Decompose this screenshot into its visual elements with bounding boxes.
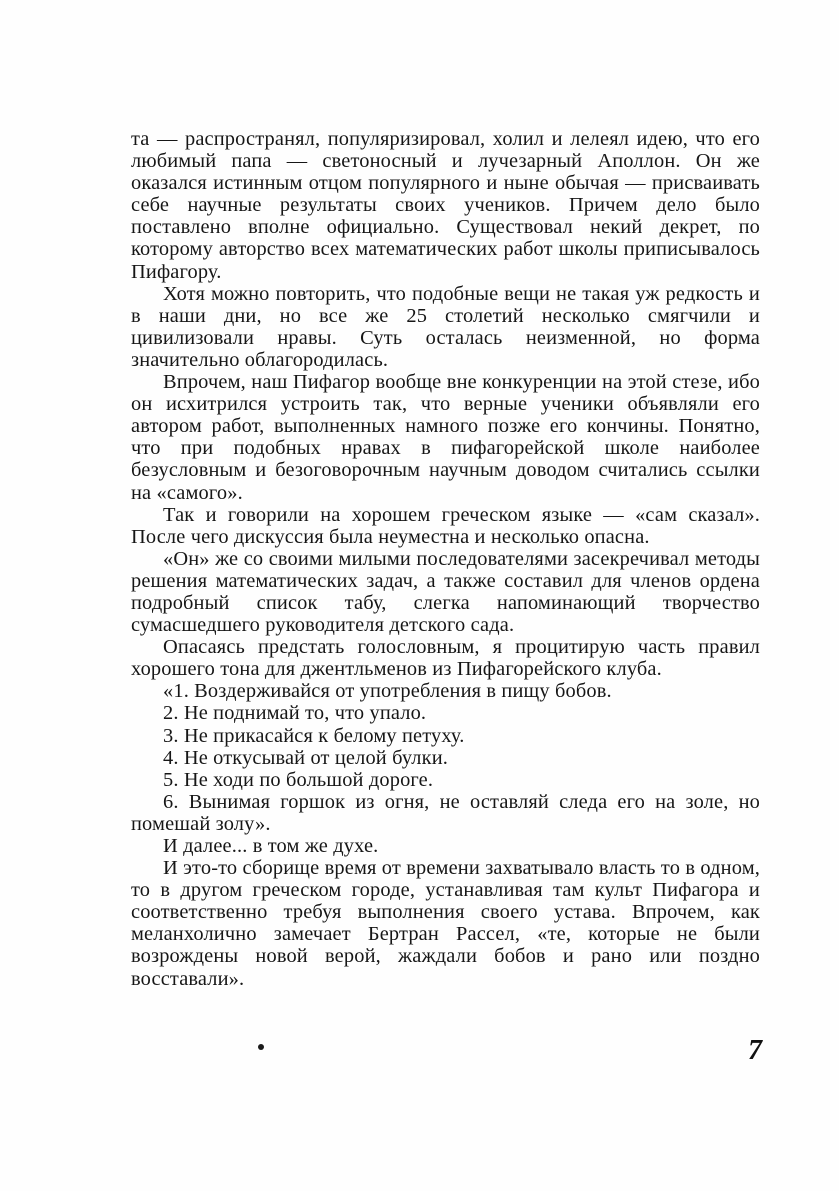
rule-6: 6. Вынимая горшок из огня, не оставляй следа его на золе, но помешай золу». — [131, 790, 760, 835]
rule-2: 2. Не поднимай то, что упало. — [163, 702, 427, 725]
rule-3: 3. Не прикасайся к белому петуху. — [163, 724, 465, 747]
body-text — [131, 128, 760, 990]
page-number: 7 — [748, 1035, 762, 1066]
paragraph-2: Хотя можно повторить, что подобные вещи не такая уж редкость и в наши дни, но все же 25 столетий несколько смягчили и цивилизовали нравы. Суть осталась неизменной, но форма значительно облагородилась. — [131, 282, 760, 371]
rule-1: «1. Воздерживайся от употребления в пищу бобов. — [163, 680, 612, 703]
rule-5: 5. Не ходи по большой дороге. — [163, 768, 434, 791]
paragraph-6: Опасаясь предстать голословным, я процитирую часть правил хорошего тона для джентльменов из Пифагорейского клуба. — [131, 636, 760, 681]
print-dot-mark — [258, 1044, 264, 1050]
paragraph-5: «Он» же со своими милыми последователями засекречивал методы решения математических задач, а также составил для членов ордена подробный список табу, слегка напоминающий творчество сумасшедшего руководителя детского сада. — [131, 547, 760, 637]
paragraph-1: та — распространял, популяризировал, холил и лелеял идею, что его любимый папа — светоносный и лучезарный Аполлон. Он же оказался истинным отцом популярного и ныне обычая — присваивать себе научные результаты своих учеников. Причем дело было поставлено вполне официально. Существовал некий декрет, по которому авторство всех математических работ школы приписывалось Пифагору. — [131, 128, 760, 283]
paragraph-8: И это-то сборище время от времени захватывало власть то в одном, то в другом греческом городе, устанавливая там культ Пифагора и соответственно требуя выполнения своего устава. Впрочем, как меланхолично замечает Бертран Рассел, «те, которые не были возрождены новой верой, жаждали бобов и рано или поздно восставали». — [131, 857, 760, 990]
paragraph-7: И далее... в том же духе. — [163, 835, 379, 857]
paragraph-4: Так и говорили на хорошем греческом языке — «сам сказал». После чего дискуссия была неуместна и несколько опасна. — [131, 503, 760, 548]
paragraph-3: Впрочем, наш Пифагор вообще вне конкуренции на этой стезе, ибо он исхитрился устроить так, что верные ученики объявляли его автором работ, выполненных намного позже его кончины. Понятно, что при подобных нравах в пифагорейской школе наиболее безусловным и безоговорочным научным доводом считались ссылки на «самого». — [131, 371, 760, 504]
rule-4: 4. Не откусывай от целой булки. — [163, 746, 448, 769]
